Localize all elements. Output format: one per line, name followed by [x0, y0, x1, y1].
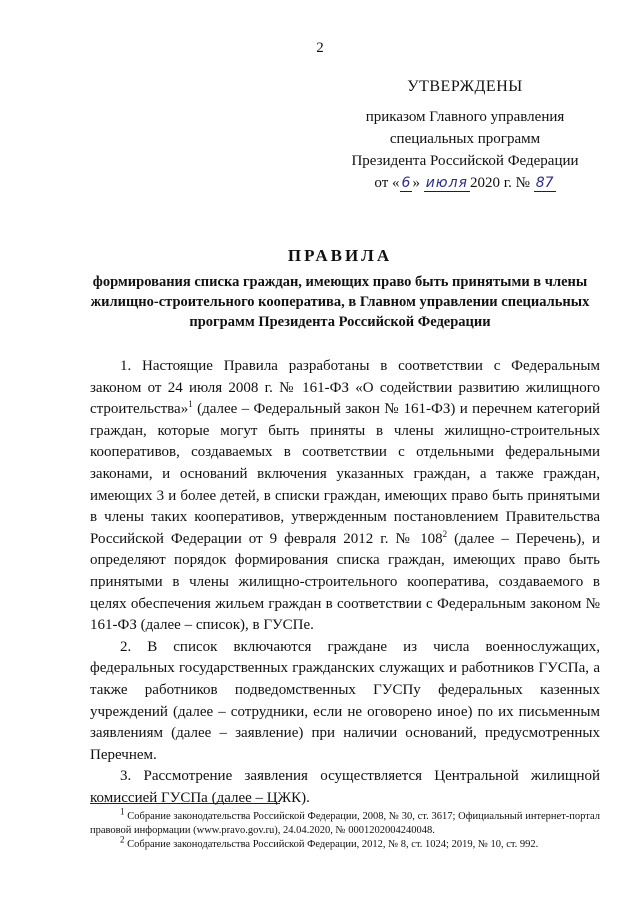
rules-body: [90, 356, 600, 809]
page-number: 2: [316, 40, 324, 56]
paragraph-1-part-b: (далее – Федеральный закон № 161-ФЗ) и перечнем категорий граждан, которые могут быть приняты в члены жилищно-строительных кооперативов, создаваемых в соответствии с отдельными федеральными законами, и оснований включения указанных граждан, а также граждан, имеющих 3 и более детей, в списки граждан, имеющих право быть принятыми в члены таких кооперативов, утвержденным постановлением Правительства Российской Федерации от 9 февраля 2012 г. № 108: [90, 401, 600, 547]
paragraph-1-part-a: 1. Настоящие Правила разработаны в соответствии с Федеральным законом от 24 июля 2008 г. № 161-ФЗ «О содействии развитию жилищного строительства»: [90, 358, 600, 418]
handwritten-number: 87: [535, 175, 554, 191]
footnote-1-text: Собрание законодательства Российской Федерации, 2008, № 30, ст. 3617; Официальный интернет-портал правовой информации (www.pravo.gov.ru), 24.04.2020, № 0001202004240048.: [90, 811, 600, 836]
footnote-divider: [90, 803, 280, 804]
footnote-1-mark: 1: [120, 806, 125, 817]
handwritten-month: июля: [425, 175, 468, 191]
paragraph-1-part-c: (далее – Перечень), и определяют порядок формирования списка граждан, имеющих право быть принятыми в члены жилищно-строительного кооператива, создаваемого в целях обеспечения жильем граждан в соответствии с Федеральным законом № 161-ФЗ (далее – список), в ГУСПе.: [90, 530, 600, 634]
paragraph-3: 3. Рассмотрение заявления осуществляется Центральной жилищной комиссией ГУСПа (далее – ЦЖК).: [90, 768, 600, 806]
rules-title-block: [80, 246, 600, 332]
approval-line-3: Президента Российской Федерации: [351, 153, 579, 169]
footnote-2-text: Собрание законодательства Российской Федерации, 2012, № 8, ст. 1024; 2019, № 10, ст. 992.: [124, 839, 539, 850]
footnote-ref-1: 1: [188, 399, 193, 410]
footnote-ref-2: 2: [442, 528, 448, 539]
approval-date-line: [330, 172, 600, 194]
paragraph-2: 2. В список включаются граждане из числа военнослужащих, федеральных государственных гражданских служащих и работников ГУСПа, а также работников подведомственных ГУСПу федеральных казенных учреждений (далее – сотрудники, если не оговорено иное) по их письменным заявлениям (далее – заявление) при наличии оснований, предусмотренных Перечнем.: [90, 638, 600, 763]
footnote-2-mark: 2: [120, 834, 125, 845]
footnote-2: [90, 834, 600, 852]
footnotes: [90, 806, 600, 852]
approval-line-2: специальных программ: [389, 131, 541, 147]
rules-subtitle: формирования списка граждан, имеющих право быть принятыми в члены жилищно-строительного кооператива, в Главном управлении специальных программ Президента Российской Федерации: [90, 274, 590, 330]
approval-line-1: приказом Главного управления: [365, 109, 565, 125]
footnote-1: [90, 806, 600, 838]
year-text: 2020 г. №: [469, 175, 530, 191]
paragraph-1: [90, 356, 600, 637]
approval-block: [330, 76, 600, 194]
date-quote: »: [412, 175, 420, 191]
rules-title: ПРАВИЛА: [287, 246, 393, 265]
date-prefix: от «: [374, 175, 400, 191]
approval-heading: УТВЕРЖДЕНЫ: [407, 78, 523, 95]
handwritten-day: 6: [401, 175, 411, 191]
